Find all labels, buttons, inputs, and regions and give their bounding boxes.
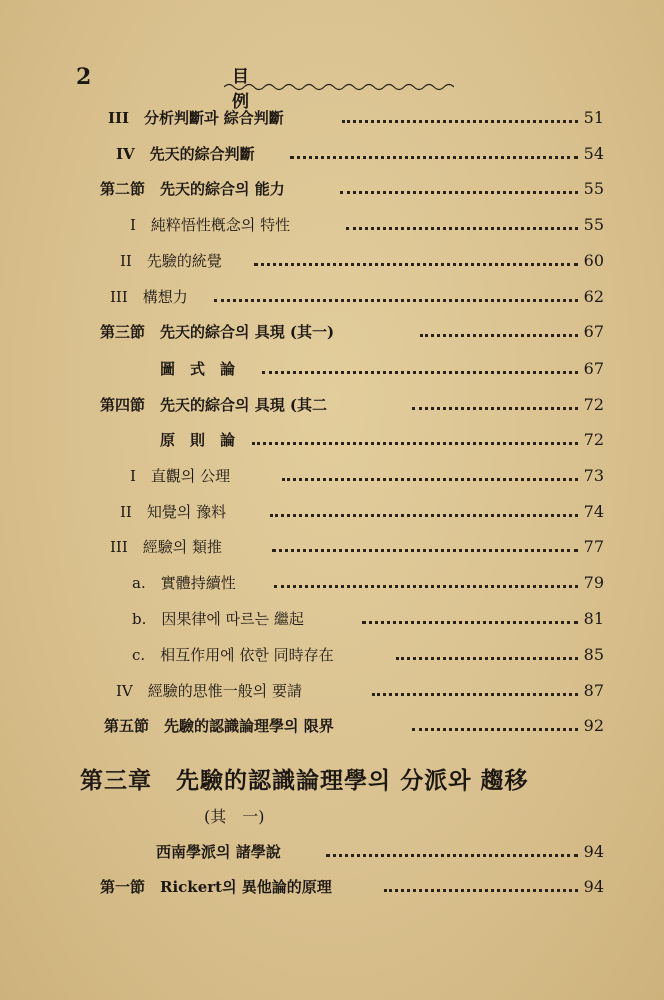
toc-entry-page: 55 [583,179,604,198]
toc-entry-label: 第二節 先天的綜合의 能力 [100,180,285,198]
dot-leader [272,549,578,552]
dot-leader [346,227,578,230]
toc-entry-label: 第三節 先天的綜合의 具現 (其一) [100,323,335,341]
toc-entry [0,246,664,276]
toc-entry-page: 67 [583,322,604,341]
toc-entry [0,210,664,240]
dot-leader [270,514,578,517]
toc-entry [0,139,664,169]
toc-entry-page: 77 [583,537,604,556]
toc-entry-page: 67 [583,359,604,378]
dot-leader [396,657,578,660]
toc-entry [0,354,664,384]
toc-entry-label: 原 則 論 [160,431,236,449]
toc-entry-label: b. 因果律에 따르는 繼起 [132,610,304,628]
dot-leader [214,299,578,302]
toc-entry [0,568,664,598]
toc-entry-label: II 知覺의 豫料 [120,503,227,521]
running-title: 目例 [232,67,399,112]
dot-leader [420,334,578,337]
toc-entry-label: II 先驗的統覺 [120,252,222,270]
toc-entry-label: a. 實體持續性 [132,574,236,592]
dot-leader [340,191,578,194]
dot-leader [342,120,578,123]
toc-entry [0,461,664,491]
toc-entry [0,174,664,204]
dot-leader [274,585,578,588]
toc-entry-page: 72 [583,395,604,414]
toc-entry [0,872,664,902]
toc-entry-label: III 經驗의 類推 [110,538,223,556]
dot-leader [252,442,578,445]
toc-entry [0,390,664,420]
toc-entry-label: IV 經驗的思惟一般의 要請 [116,682,303,700]
dot-leader [282,478,578,481]
toc-entry-label: I 純粹悟性槪念의 特性 [130,216,291,234]
toc-entry-page: 85 [583,645,604,664]
toc-entry [0,425,664,455]
dot-leader [372,693,578,696]
dot-leader [412,407,578,410]
toc-entry [0,711,664,741]
toc-entry-page: 94 [583,842,604,861]
toc-entry-label: 第四節 先天的綜合의 具現 (其二 [100,396,328,414]
toc-entry-page: 92 [583,716,604,735]
toc-entry-page: 55 [583,215,604,234]
toc-entry-page: 60 [583,251,604,270]
toc-entry-label: IV 先天的綜合判斷 [116,145,255,163]
toc-entry-label: 第五節 先驗的認識論理學의 限界 [104,717,334,735]
toc-entry [0,604,664,634]
toc-entry-label: III 構想力 [110,288,188,306]
dot-leader [384,889,578,892]
toc-entry-page: 74 [583,502,604,521]
toc-entry-label: I 直觀의 公理 [130,467,231,485]
toc-entry-label: III 分析判斷과 綜合判斷 [108,109,284,127]
toc-entry [0,640,664,670]
toc-entry-page: 54 [583,144,604,163]
dot-leader [412,728,578,731]
toc-entry-label: 圖 式 論 [160,360,236,378]
page-number: 2 [76,64,92,90]
toc-entry [0,837,664,867]
toc-entry [0,497,664,527]
toc-entry-page: 62 [583,287,604,306]
toc-entry-page: 81 [583,609,604,628]
dot-leader [362,621,578,624]
dot-leader [290,156,578,159]
chapter-subheading: (其 一) [204,807,265,826]
toc-entry-label: c. 相互作用에 依한 同時存在 [132,646,334,664]
toc-entry-label: 第一節 Rickert의 異他論的原理 [100,878,332,896]
toc-entry-page: 79 [583,573,604,592]
toc-entry [0,103,664,133]
dot-leader [326,854,578,857]
toc-entry [0,676,664,706]
dot-leader [262,371,578,374]
toc-entry-page: 51 [583,108,604,127]
chapter-heading: 第三章 先驗的認識論理學의 分派와 趨移 [80,767,529,794]
toc-entry-page: 73 [583,466,604,485]
toc-entry [0,317,664,347]
toc-entry-page: 87 [583,681,604,700]
toc-entry [0,532,664,562]
toc-entry-page: 72 [583,430,604,449]
toc-entry-label: 西南學派의 諸學說 [156,843,281,861]
toc-entry [0,282,664,312]
toc-entry-page: 94 [583,877,604,896]
dot-leader [254,263,578,266]
